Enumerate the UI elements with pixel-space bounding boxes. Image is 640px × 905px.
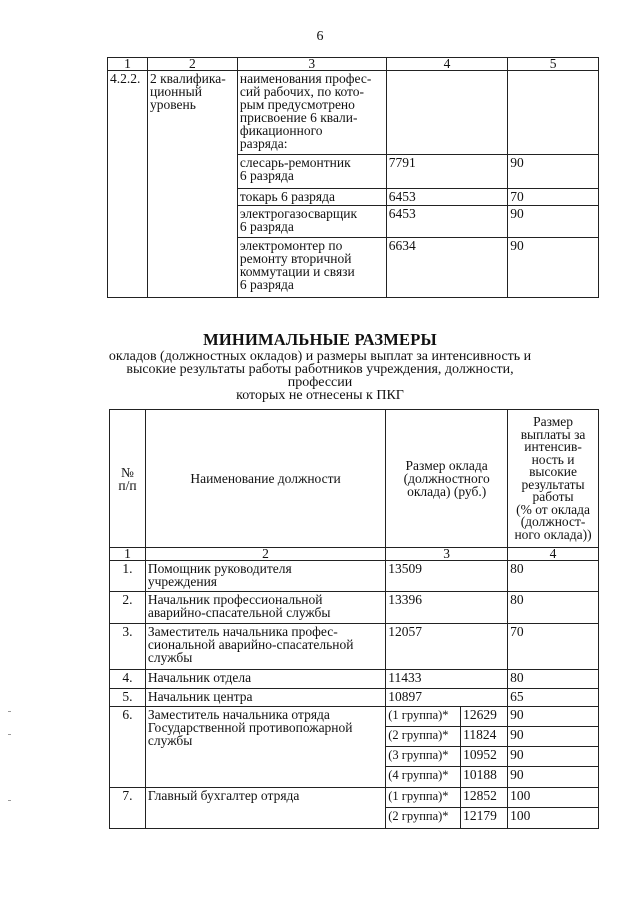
percent-value: 80 bbox=[508, 670, 599, 689]
table-row bbox=[110, 787, 599, 808]
row-num: 6. bbox=[110, 707, 146, 787]
col-number: 5 bbox=[508, 58, 599, 71]
group-label: (3 группа)* bbox=[386, 746, 461, 767]
percent-value: 100 bbox=[508, 787, 599, 808]
salary-value: 6453 bbox=[386, 206, 508, 238]
salary-value: 11824 bbox=[461, 726, 508, 746]
salary-value: 12057 bbox=[386, 624, 508, 670]
position-name: Помощник руководителя учреждения bbox=[145, 561, 385, 592]
row-num: 1. bbox=[110, 561, 146, 592]
position-name: Начальник отдела bbox=[145, 670, 385, 689]
table-row bbox=[108, 71, 599, 155]
salary-value: 10188 bbox=[461, 767, 508, 788]
salary-value: 12179 bbox=[461, 808, 508, 829]
row-description: наименования профес- сий рабочих, по кото- рым предусмотрено присвоение 6 квали- фикационного разряда: bbox=[237, 71, 386, 155]
position-name: Заместитель начальника отряда Государственной противопожарной службы bbox=[145, 707, 385, 787]
header-salary: Размер оклада (должностного оклада) (руб.) bbox=[386, 410, 508, 548]
column-number-row bbox=[110, 547, 599, 560]
salary-value: 12629 bbox=[461, 707, 508, 727]
profession-name: электрогазосварщик 6 разряда bbox=[237, 206, 386, 238]
row-num: 7. bbox=[110, 787, 146, 828]
row-num: 5. bbox=[110, 688, 146, 707]
group-label: (1 группа)* bbox=[386, 707, 461, 727]
table-row bbox=[110, 624, 599, 670]
col-number: 1 bbox=[108, 58, 148, 71]
profession-name: слесарь-ремонтник 6 разряда bbox=[237, 155, 386, 189]
percent-value: 90 bbox=[508, 726, 599, 746]
col-number: 3 bbox=[237, 58, 386, 71]
percent-value: 100 bbox=[508, 808, 599, 829]
percent-value: 70 bbox=[508, 624, 599, 670]
percent-value: 70 bbox=[508, 189, 599, 206]
header-num: № п/п bbox=[110, 410, 146, 548]
percent-value: 90 bbox=[508, 155, 599, 189]
group-label: (2 группа)* bbox=[386, 726, 461, 746]
group-label: (2 группа)* bbox=[386, 808, 461, 829]
salary-value: 6453 bbox=[386, 189, 508, 206]
table-row bbox=[110, 670, 599, 689]
col-number: 1 bbox=[110, 547, 146, 560]
salary-value: 10952 bbox=[461, 746, 508, 767]
col-number: 2 bbox=[145, 547, 385, 560]
salary-value: 12852 bbox=[461, 787, 508, 808]
section-heading: МИНИМАЛЬНЫЕ РАЗМЕРЫ bbox=[203, 330, 437, 349]
margin-mark bbox=[8, 734, 11, 735]
col-number: 4 bbox=[386, 58, 508, 71]
col-number: 2 bbox=[147, 58, 237, 71]
percent-value: 90 bbox=[508, 767, 599, 788]
section-subheading: окладов (должностных окладов) и размеры выплат за интенсивность и высокие результаты работы работников учреждения, должности, профессии которых не отнесены к ПКГ bbox=[108, 349, 532, 403]
percent-value: 90 bbox=[508, 206, 599, 238]
group-label: (1 группа)* bbox=[386, 787, 461, 808]
salary-value: 7791 bbox=[386, 155, 508, 189]
position-name: Начальник профессиональной аварийно-спасательной службы bbox=[145, 592, 385, 624]
margin-mark bbox=[8, 800, 11, 801]
salary-value: 6634 bbox=[386, 238, 508, 298]
position-name: Главный бухгалтер отряда bbox=[145, 787, 385, 828]
table-row bbox=[110, 707, 599, 727]
row-num: 4. bbox=[110, 670, 146, 689]
row-num: 2. bbox=[110, 592, 146, 624]
salary-table bbox=[109, 409, 599, 829]
qualification-level: 2 квалифика- ционный уровень bbox=[147, 71, 237, 298]
position-name: Заместитель начальника профес- сиональной аварийно-спасательной службы bbox=[145, 624, 385, 670]
profession-name: электромонтер по ремонту вторичной коммутации и связи 6 разряда bbox=[237, 238, 386, 298]
percent-value: 90 bbox=[508, 238, 599, 298]
percent-value: 65 bbox=[508, 688, 599, 707]
salary-value: 13396 bbox=[386, 592, 508, 624]
table-row bbox=[110, 688, 599, 707]
position-name: Начальник центра bbox=[145, 688, 385, 707]
header-row bbox=[110, 410, 599, 548]
percent-value: 80 bbox=[508, 592, 599, 624]
salary-value: 13509 bbox=[386, 561, 508, 592]
qualification-table bbox=[107, 57, 599, 298]
col-number: 4 bbox=[508, 547, 599, 560]
profession-name: токарь 6 разряда bbox=[237, 189, 386, 206]
row-num: 3. bbox=[110, 624, 146, 670]
percent-value: 80 bbox=[508, 561, 599, 592]
percent-value: 90 bbox=[508, 746, 599, 767]
row-code: 4.2.2. bbox=[108, 71, 148, 298]
column-number-row bbox=[108, 58, 599, 71]
salary-value: 11433 bbox=[386, 670, 508, 689]
table-row bbox=[110, 561, 599, 592]
salary-value: 10897 bbox=[386, 688, 508, 707]
margin-mark bbox=[8, 711, 11, 712]
page-number: 6 bbox=[316, 29, 324, 44]
group-label: (4 группа)* bbox=[386, 767, 461, 788]
header-name: Наименование должности bbox=[145, 410, 385, 548]
header-percent: Размер выплаты за интенсив- ность и высокие результаты работы (% от оклада (должност- ного оклада)) bbox=[508, 410, 599, 548]
percent-value: 90 bbox=[508, 707, 599, 727]
table-row bbox=[110, 592, 599, 624]
col-number: 3 bbox=[386, 547, 508, 560]
